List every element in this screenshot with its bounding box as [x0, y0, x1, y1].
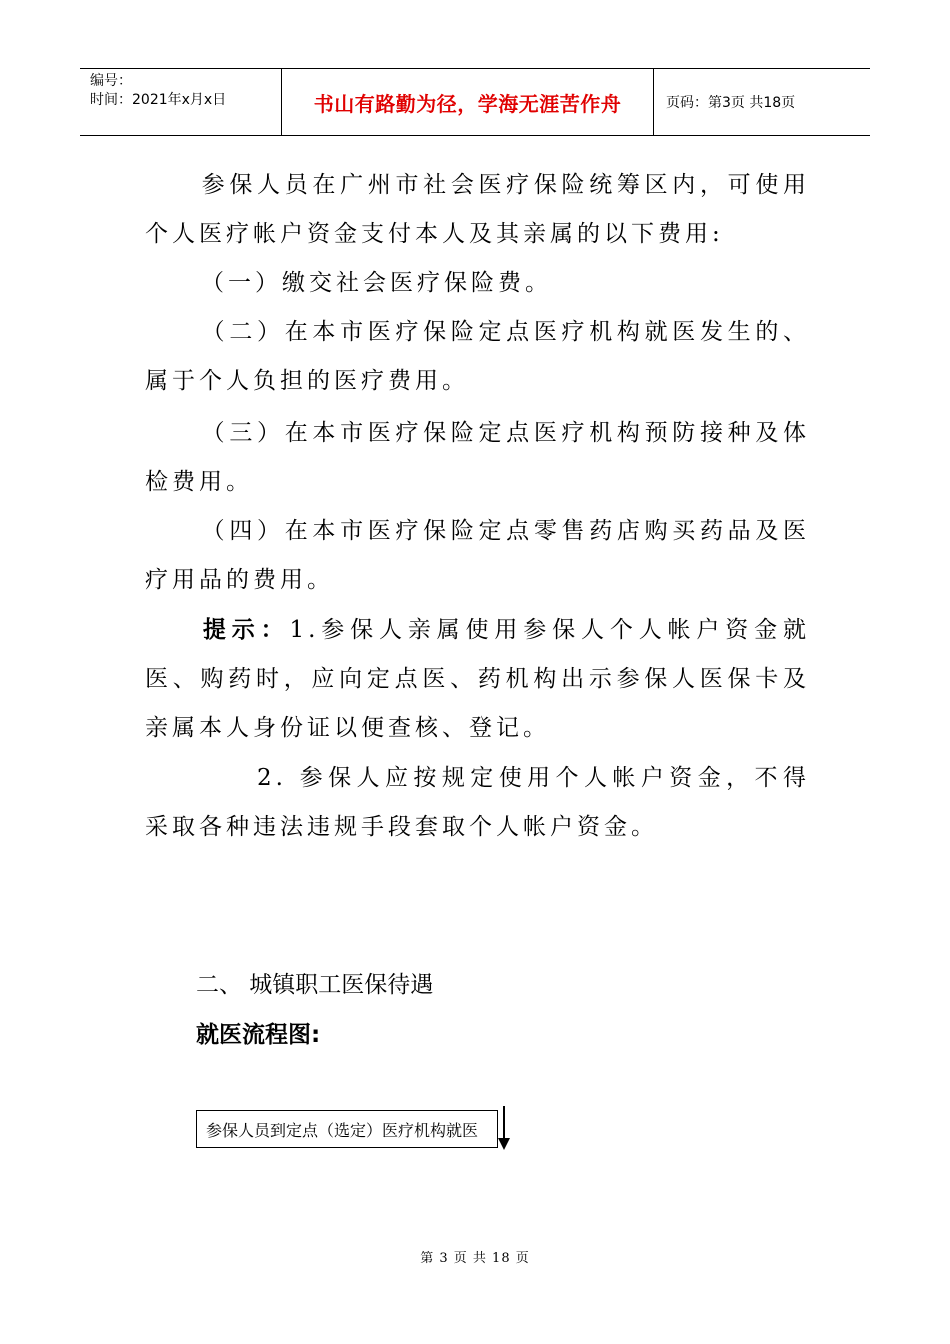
paragraph-intro	[145, 161, 810, 259]
paragraph-item-2	[145, 308, 810, 406]
flow-chart-title: 就医流程图:	[196, 1022, 321, 1048]
tip-label: 提示：	[201, 617, 290, 643]
paragraph-item-4	[145, 507, 810, 605]
section-heading: 二、 城镇职工医保待遇	[196, 972, 434, 998]
paragraph-item-1-text: （一）缴交社会医疗保险费。	[201, 270, 552, 296]
paragraph-item-1	[145, 259, 810, 308]
paragraph-item-2-text: （二）在本市医疗保险定点医疗机构就医发生的、属于个人负担的医疗费用。	[145, 319, 810, 394]
paragraph-item-4-text: （四）在本市医疗保险定点零售药店购买药品及医疗用品的费用。	[145, 518, 810, 593]
document-number-label: 编号：	[90, 73, 132, 89]
paragraph-tip-1	[145, 606, 810, 753]
flow-step-1-label: 参保人员到定点（选定）医疗机构就医	[206, 1120, 479, 1140]
paragraph-tip-2	[145, 754, 810, 852]
paragraph-intro-text: 参保人员在广州市社会医疗保险统筹区内，可使用个人医疗帐户资金支付本人及其亲属的以下费用:	[145, 172, 810, 247]
header-motto: 书山有路勤为径，学海无涯苦作舟	[282, 69, 654, 135]
tip-2-text: 2. 参保人应按规定使用个人帐户资金，不得采取各种违法违规手段套取个人帐户资金。	[145, 765, 810, 840]
tip-1-text: 1.参保人亲属使用参保人个人帐户资金就医、购药时，应向定点医、药机构出示参保人医保卡及亲属本人身份证以便查核、登记。	[145, 617, 810, 741]
header-page-info: 页码：第3页 共18页	[666, 95, 796, 111]
document-date: 时间：2021年x月x日	[90, 92, 227, 108]
flow-step-box	[196, 1110, 498, 1148]
header-meta	[80, 69, 282, 135]
down-arrow-icon	[497, 1106, 511, 1150]
paragraph-item-3-text: （三）在本市医疗保险定点医疗机构预防接种及体检费用。	[145, 420, 810, 495]
page-header	[80, 68, 870, 136]
paragraph-item-3	[145, 409, 810, 507]
page-footer: 第 3 页 共 18 页	[420, 1251, 530, 1266]
